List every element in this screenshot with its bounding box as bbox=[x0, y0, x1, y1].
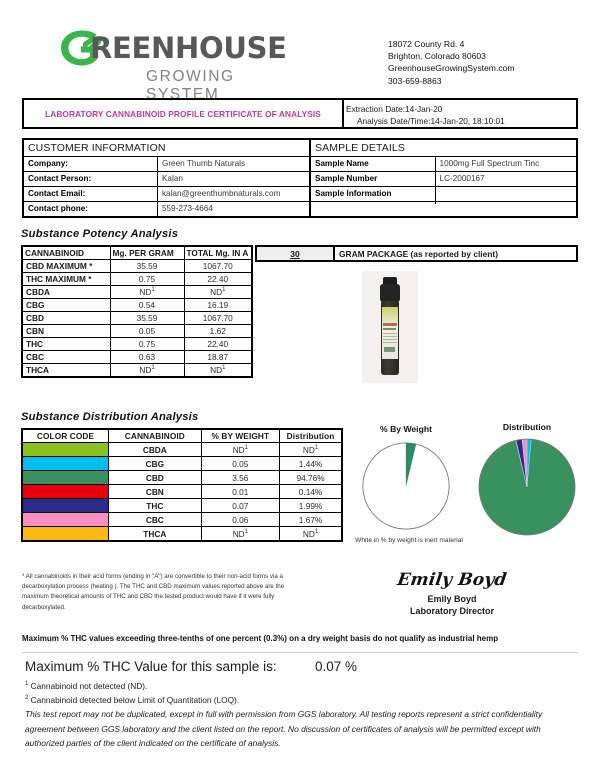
distribution-pie-chart bbox=[478, 438, 576, 536]
customer-information-header: CUSTOMER INFORMATION bbox=[24, 140, 309, 157]
swatch-fill bbox=[23, 485, 108, 498]
legal-disclaimer: This test report may not be duplicated, except in full with permission from GGS laboratory. All testing reports represent a strict confidentiality agreement between GGS laboratory and the client listed on the report. No discussion of certificates of analysis will be permitted except with authorized parties of the client indicated on the certificate of analysis. bbox=[25, 709, 543, 748]
package-size-value: 30 bbox=[255, 245, 335, 262]
distribution-cell-cannabinoid: CBN bbox=[109, 485, 202, 499]
sample-information-label: Sample Information bbox=[311, 187, 436, 202]
signature-block bbox=[372, 570, 532, 617]
distribution-table bbox=[21, 428, 343, 542]
distribution-cell-cannabinoid: CBD bbox=[109, 471, 202, 485]
distribution-cell-distribution: 94.76% bbox=[280, 471, 342, 485]
swatch-fill bbox=[23, 471, 108, 484]
sample-blank-label bbox=[311, 202, 436, 204]
package-label-rest: (as reported by client) bbox=[408, 249, 498, 259]
swatch-fill bbox=[23, 443, 108, 456]
sample-information-value bbox=[436, 187, 576, 202]
sample-number-label: Sample Number bbox=[311, 172, 436, 187]
potency-cell-mg-per-gram: 0.75 bbox=[110, 273, 184, 286]
distribution-col-weight: % BY WEIGHT bbox=[201, 429, 279, 443]
distribution-cell-cannabinoid: THC bbox=[109, 499, 202, 513]
certificate-title: LABORATORY CANNABINOID PROFILE CERTIFICATE OF ANALYSIS bbox=[45, 108, 321, 119]
distribution-cell-weight: 0.07 bbox=[201, 499, 279, 513]
distribution-cell-weight: 0.06 bbox=[201, 513, 279, 527]
distribution-cell-distribution: 0.14% bbox=[280, 485, 342, 499]
customer-contact-phone-value: 559-273-4664 bbox=[161, 204, 213, 213]
distribution-cell-weight: $ND^1$ bbox=[201, 527, 279, 542]
sample-name-value: 1000mg Full Spectrum Tinc bbox=[436, 157, 576, 172]
potency-cell-mg-per-gram: 0.54 bbox=[110, 299, 184, 312]
potency-cell-total-mg: 1067.70 bbox=[184, 260, 252, 273]
swatch-fill bbox=[23, 527, 108, 540]
signature-script: Emily Boyd bbox=[396, 570, 508, 590]
potency-col-mg-per-gram: Mg. PER GRAM bbox=[110, 246, 184, 260]
potency-section-title: Substance Potency Analysis bbox=[21, 228, 179, 240]
potency-cell-total-mg: 16.19 bbox=[184, 299, 252, 312]
table-row bbox=[22, 499, 342, 513]
potency-cell-mg-per-gram: 35.59 bbox=[110, 312, 184, 325]
footnote-2-marker: 2 bbox=[25, 695, 29, 701]
potency-cell-cannabinoid: CBDA bbox=[22, 286, 110, 299]
info-block bbox=[22, 138, 578, 218]
table-row bbox=[22, 286, 252, 299]
sample-details-header: SAMPLE DETAILS bbox=[311, 140, 576, 157]
analysis-datetime: Analysis Date/Time:14-Jan-20, 18:10:01 bbox=[357, 116, 505, 126]
table-row bbox=[24, 187, 309, 202]
address-line-2: Brighton, Colorado 80603 bbox=[388, 51, 486, 62]
potency-cell-cannabinoid: CBD bbox=[22, 312, 110, 325]
table-row bbox=[22, 273, 252, 286]
potency-cell-mg-per-gram: 0.75 bbox=[110, 338, 184, 351]
table-row bbox=[22, 325, 252, 338]
table-row bbox=[24, 202, 309, 216]
color-code-swatch bbox=[22, 513, 109, 527]
distribution-col-color-code: COLOR CODE bbox=[22, 429, 109, 443]
potency-cell-mg-per-gram: 0.05 bbox=[110, 325, 184, 338]
package-size-label bbox=[335, 245, 578, 262]
table-row bbox=[24, 157, 309, 172]
signature-name: Emily Boyd bbox=[427, 594, 477, 604]
color-code-swatch bbox=[22, 499, 109, 513]
table-row bbox=[22, 457, 342, 471]
table-row bbox=[311, 157, 576, 172]
certificate-dates bbox=[344, 100, 576, 127]
distribution-cell-weight: 0.01 bbox=[201, 485, 279, 499]
potency-cell-mg-per-gram: 35.59 bbox=[110, 260, 184, 273]
tincture-bottle-icon bbox=[378, 277, 402, 377]
distribution-cell-cannabinoid: CBDA bbox=[109, 443, 202, 457]
customer-contact-person-label: Contact Person: bbox=[24, 172, 158, 187]
potency-cell-total-mg: 22.40 bbox=[184, 273, 252, 286]
extraction-date: Extraction Date:14-Jan-20 bbox=[346, 104, 443, 114]
table-row bbox=[24, 172, 309, 187]
max-thc-value: 0.07 % bbox=[315, 659, 358, 674]
sample-name-label: Sample Name bbox=[311, 157, 436, 172]
distribution-cell-distribution: 1.44% bbox=[280, 457, 342, 471]
potency-cell-total-mg: 18.87 bbox=[184, 351, 252, 364]
package-size-bar bbox=[255, 245, 578, 262]
potency-cell-cannabinoid: THC MAXIMUM * bbox=[22, 273, 110, 286]
customer-company-value: Green Thumb Naturals bbox=[158, 157, 309, 172]
footnote-1-marker: 1 bbox=[25, 681, 29, 687]
address-line-4: 303-659-8863 bbox=[388, 75, 442, 86]
logo-wordmark: REENHOUSE bbox=[90, 31, 287, 65]
bottle-label-line-2 bbox=[383, 328, 396, 330]
bottle-label-line-1 bbox=[383, 323, 397, 326]
charts-area bbox=[350, 424, 600, 574]
color-code-swatch bbox=[22, 471, 109, 485]
package-label-bold: GRAM PACKAGE bbox=[339, 249, 409, 259]
certificate-title-bar bbox=[22, 98, 578, 129]
potency-cell-mg-per-gram: $ND^1$ bbox=[110, 364, 184, 378]
potency-cell-total-mg: $ND^1$ bbox=[184, 286, 252, 299]
distribution-cell-weight: $ND^1$ bbox=[201, 443, 279, 457]
footnote-2-text: Cannabinoid detected below Limit of Quantitation (LOQ). bbox=[30, 694, 240, 705]
table-row bbox=[22, 260, 252, 273]
table-row bbox=[311, 172, 576, 187]
company-logo bbox=[56, 28, 306, 103]
logo-tagline: GROWING SYSTEM bbox=[146, 68, 235, 103]
table-row bbox=[22, 485, 342, 499]
signature-role: Laboratory Director bbox=[409, 606, 495, 616]
bottle-label-line-4 bbox=[384, 347, 395, 352]
sample-blank-value bbox=[436, 202, 576, 204]
product-photo bbox=[362, 271, 418, 383]
table-row bbox=[22, 338, 252, 351]
weight-pie-chart bbox=[362, 442, 450, 530]
table-row bbox=[22, 351, 252, 364]
table-row bbox=[22, 312, 252, 325]
potency-header-row bbox=[22, 246, 252, 260]
distribution-cell-weight: 3.56 bbox=[201, 471, 279, 485]
potency-cell-total-mg: 22.40 bbox=[184, 338, 252, 351]
table-row bbox=[22, 471, 342, 485]
distribution-col-cannabinoid: CANNABINOID bbox=[109, 429, 202, 443]
customer-contact-phone-label: Contact phone: bbox=[24, 202, 158, 216]
bottle-label bbox=[382, 307, 398, 359]
footer-divider bbox=[22, 652, 578, 653]
table-row bbox=[22, 527, 342, 542]
customer-company-label: Company: bbox=[24, 157, 158, 172]
distribution-cell-distribution: $ND^1$ bbox=[280, 443, 342, 457]
potency-col-total-mg: TOTAL Mg. IN A bbox=[184, 246, 252, 260]
customer-contact-email-value: kalan@greenthumbnaturals.com bbox=[158, 187, 309, 202]
max-thc-value-row bbox=[25, 658, 525, 676]
table-row bbox=[22, 443, 342, 457]
potency-cell-cannabinoid: THC bbox=[22, 338, 110, 351]
address-line-3: GreenhouseGrowingSystem.com bbox=[388, 63, 515, 74]
table-row bbox=[22, 513, 342, 527]
potency-cell-cannabinoid: CBG bbox=[22, 299, 110, 312]
potency-cell-total-mg: $ND^1$ bbox=[184, 364, 252, 378]
acid-form-note: * All cannabinoids in their acid forms (ending in "A") are convertible to their non-acid forms via a decarboxylation process (heating ). The THC and CBD maximum values reported above are the maximum theoretical amounts of THC and CBD the tested product would have if it were fully decarboxylated. bbox=[22, 573, 285, 611]
distribution-col-distribution: Distribution bbox=[280, 429, 342, 443]
max-thc-statement: Maximum % THC values exceeding three-tenths of one percent (0.3%) on a dry weight basis do not qualify as industrial hemp bbox=[22, 634, 499, 643]
swatch-fill bbox=[23, 499, 108, 512]
color-code-swatch bbox=[22, 527, 109, 542]
swatch-fill bbox=[23, 457, 108, 470]
color-code-swatch bbox=[22, 443, 109, 457]
color-code-swatch bbox=[22, 485, 109, 499]
potency-table bbox=[21, 245, 253, 378]
distribution-section-title: Substance Distribution Analysis bbox=[21, 411, 199, 423]
company-address bbox=[388, 38, 515, 87]
weight-pie-note: White in % by weight is inert material bbox=[355, 537, 463, 544]
distribution-cell-distribution: $ND^1$ bbox=[280, 527, 342, 542]
potency-cell-cannabinoid: CBD MAXIMUM * bbox=[22, 260, 110, 273]
footnote-1 bbox=[25, 678, 147, 692]
certificate-title-cell bbox=[24, 100, 344, 127]
bottle-dropper-collar bbox=[380, 284, 400, 302]
customer-contact-person-value: Kalan bbox=[158, 172, 309, 187]
distribution-cell-weight: 0.05 bbox=[201, 457, 279, 471]
footnote-2 bbox=[25, 692, 239, 706]
sample-details-panel bbox=[311, 140, 576, 216]
distribution-cell-cannabinoid: THCA bbox=[109, 527, 202, 542]
footnote-1-text: Cannabinoid not detected (ND). bbox=[30, 680, 148, 691]
potency-cell-mg-per-gram: 0.63 bbox=[110, 351, 184, 364]
address-line-1: 18072 County Rd. 4 bbox=[388, 39, 465, 49]
potency-cell-mg-per-gram: $ND^1$ bbox=[110, 286, 184, 299]
table-row bbox=[311, 187, 576, 202]
bottle-label-line-3 bbox=[383, 333, 397, 343]
distribution-cell-cannabinoid: CBC bbox=[109, 513, 202, 527]
customer-contact-email-label: Contact Email: bbox=[24, 187, 158, 202]
table-row bbox=[22, 364, 252, 378]
table-row bbox=[22, 299, 252, 312]
potency-cell-cannabinoid: THCA bbox=[22, 364, 110, 378]
color-code-swatch bbox=[22, 457, 109, 471]
distribution-cell-distribution: 1.99% bbox=[280, 499, 342, 513]
distribution-cell-cannabinoid: CBG bbox=[109, 457, 202, 471]
potency-cell-cannabinoid: CBN bbox=[22, 325, 110, 338]
potency-cell-total-mg: 1067.70 bbox=[184, 312, 252, 325]
distribution-header-row bbox=[22, 429, 342, 443]
swatch-fill bbox=[23, 513, 108, 526]
potency-cell-cannabinoid: CBC bbox=[22, 351, 110, 364]
potency-cell-total-mg: 1.62 bbox=[184, 325, 252, 338]
document-header bbox=[0, 28, 600, 103]
table-row bbox=[311, 202, 576, 204]
potency-col-cannabinoid: CANNABINOID bbox=[22, 246, 110, 260]
customer-information-panel bbox=[24, 140, 311, 216]
distribution-pie-title: Distribution bbox=[502, 422, 552, 432]
sample-number-value: LC-2000167 bbox=[436, 172, 576, 187]
distribution-cell-distribution: 1.67% bbox=[280, 513, 342, 527]
max-thc-value-label: Maximum % THC Value for this sample is: bbox=[25, 659, 277, 674]
weight-pie-title: % By Weight bbox=[380, 424, 432, 434]
